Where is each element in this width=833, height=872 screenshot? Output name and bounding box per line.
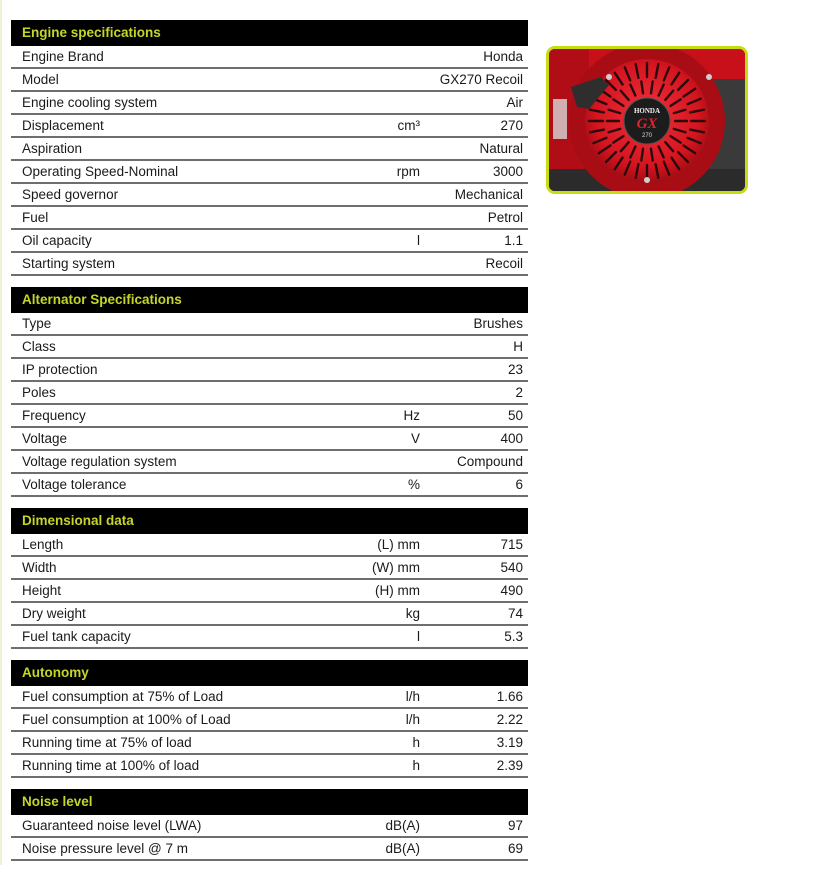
row-unit: l [417,233,420,248]
row-value: 6 [515,477,523,492]
row-unit: dB(A) [385,841,420,856]
spec-row [11,115,528,138]
spec-row [11,161,528,184]
section-header: Engine specifications [11,20,528,46]
row-value: 2.22 [496,712,523,727]
row-unit: l [417,629,420,644]
row-label: Engine cooling system [22,95,158,110]
spec-row [11,815,528,838]
section-header: Autonomy [11,660,528,686]
spec-row [11,184,528,207]
row-value: Mechanical [454,187,523,202]
row-value: Recoil [485,256,523,271]
row-value: 5.3 [504,629,523,644]
row-value: 97 [507,818,523,833]
logo-number-text: 270 [641,133,653,139]
row-value: Air [506,95,523,110]
row-label: Running time at 75% of load [22,735,192,750]
logo-brand-text: HONDA [633,107,661,115]
spec-row [11,69,528,92]
row-value: Natural [479,141,523,156]
spec-row [11,626,528,649]
vent-slot [651,149,653,161]
row-value: 69 [507,841,523,856]
spec-row [11,557,528,580]
row-value: 3000 [492,164,523,179]
row-unit: (L) mm [377,537,420,552]
spec-row [11,359,528,382]
section-alternator-specifications [11,287,528,497]
row-value: 490 [500,583,523,598]
spec-row [11,336,528,359]
spec-row [11,405,528,428]
row-label: Type [22,316,52,331]
row-unit: h [412,735,420,750]
spec-row [11,838,528,861]
row-label: Guaranteed noise level (LWA) [22,818,202,833]
section-header: Alternator Specifications [11,287,528,313]
row-value: 540 [500,560,523,575]
spec-tables [11,20,528,872]
section-autonomy [11,660,528,778]
row-label: Dry weight [22,606,86,621]
section-dimensional-data [11,508,528,649]
row-unit: Hz [403,408,420,423]
row-value: Brushes [473,316,523,331]
spec-row [11,755,528,778]
row-label: Fuel consumption at 100% of Load [22,712,231,727]
row-label: Class [22,339,56,354]
vent-slot [641,149,643,161]
row-value: 23 [507,362,523,377]
row-value: 50 [507,408,523,423]
spec-row [11,709,528,732]
row-value: 74 [507,606,523,621]
row-unit: (W) mm [372,560,420,575]
row-label: Oil capacity [22,233,92,248]
row-label: Voltage tolerance [22,477,127,492]
row-label: Fuel consumption at 75% of Load [22,689,224,704]
row-label: Frequency [22,408,86,423]
section-engine-specifications [11,20,528,276]
section-header: Noise level [11,789,528,815]
row-label: Noise pressure level @ 7 m [22,841,189,856]
row-value: 270 [500,118,523,133]
vent-slot [641,81,643,93]
row-label: Poles [22,385,56,400]
row-label: Displacement [22,118,104,133]
spec-row [11,382,528,405]
row-unit: l/h [405,689,420,704]
left-border-rule [0,0,2,865]
spec-row [11,474,528,497]
row-value: 400 [500,431,523,446]
engine-photo [546,46,748,194]
row-value: Compound [456,454,523,469]
row-value: 1.1 [504,233,523,248]
spec-row [11,534,528,557]
spec-row [11,686,528,709]
section-header: Dimensional data [11,508,528,534]
spec-row [11,580,528,603]
spec-row [11,253,528,276]
spec-row [11,451,528,474]
row-label: Speed governor [22,187,119,202]
logo-model-text: GX [636,116,658,132]
row-label: IP protection [22,362,98,377]
row-value: GX270 Recoil [439,72,523,87]
row-value: 715 [500,537,523,552]
row-label: Operating Speed-Nominal [22,164,179,179]
row-unit: cm³ [397,118,420,133]
spec-row [11,138,528,161]
row-value: 1.66 [496,689,523,704]
row-unit: % [407,477,420,492]
row-value: 3.19 [496,735,523,750]
row-unit: dB(A) [385,818,420,833]
row-label: Starting system [22,256,116,271]
row-label: Running time at 100% of load [22,758,200,773]
row-value: H [513,339,523,354]
section-noise-level [11,789,528,861]
row-label: Model [22,72,59,87]
spec-row [11,46,528,69]
row-unit: V [410,431,420,446]
spec-row [11,230,528,253]
spec-row [11,603,528,626]
row-value: 2.39 [496,758,523,773]
vent-slot [651,81,653,93]
row-label: Aspiration [22,141,83,156]
spec-row [11,207,528,230]
row-value: 2 [515,385,523,400]
row-label: Engine Brand [22,49,104,64]
row-value: Honda [483,49,523,64]
row-value: Petrol [487,210,523,225]
row-label: Width [22,560,57,575]
row-label: Length [22,537,64,552]
row-label: Fuel [22,210,49,225]
engine-illustration [549,49,745,191]
row-label: Voltage regulation system [22,454,177,469]
row-unit: kg [405,606,420,621]
row-label: Fuel tank capacity [22,629,131,644]
row-label: Voltage [22,431,68,446]
spec-row [11,732,528,755]
row-unit: h [412,758,420,773]
spec-row [11,92,528,115]
row-label: Height [22,583,62,598]
row-unit: rpm [396,164,420,179]
spec-row [11,313,528,336]
row-unit: (H) mm [375,583,420,598]
row-unit: l/h [405,712,420,727]
spec-row [11,428,528,451]
